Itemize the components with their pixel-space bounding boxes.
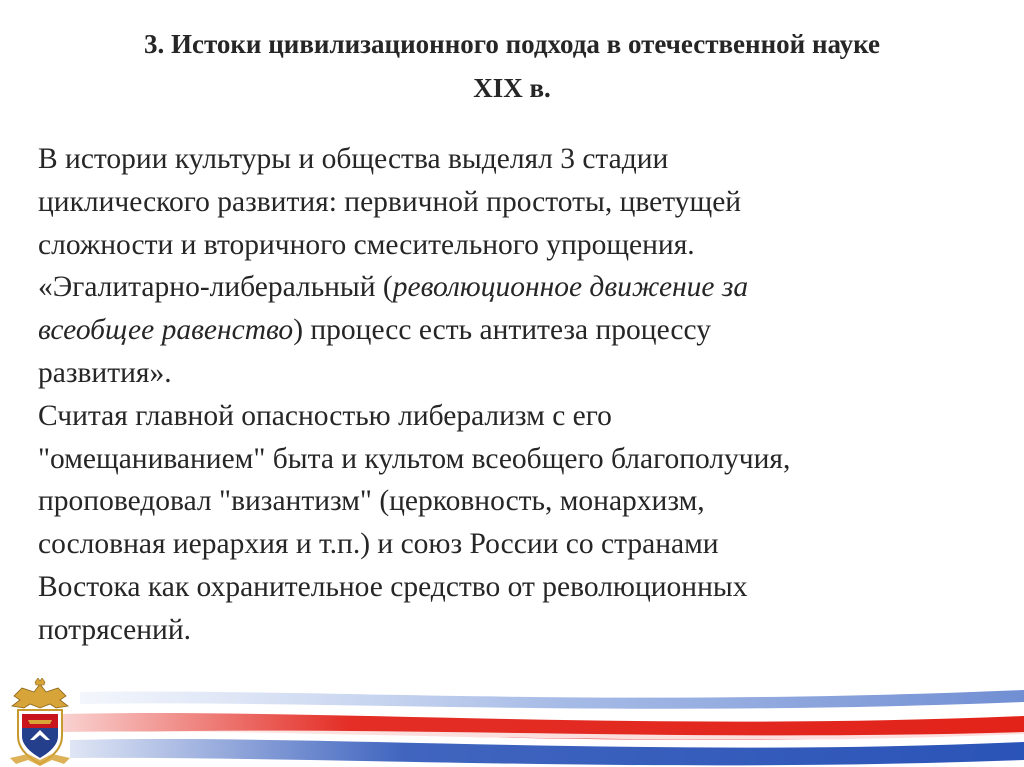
quote-line: развития».: [38, 356, 172, 389]
body-line: сложности и вторичного смесительного упрощения.: [38, 228, 695, 261]
tricolor-stripes-decoration: [0, 670, 1024, 767]
slide-title: [20, 22, 1004, 110]
quote-end: ) процесс есть антитеза процессу: [293, 314, 711, 347]
body-line: проповедовал "византизм" (церковность, монархизм,: [38, 485, 705, 518]
body-line: Считая главной опасностью либерализм с его: [38, 399, 612, 432]
quote-line: [38, 309, 998, 352]
body-line: потрясений.: [38, 613, 192, 646]
body-line: В истории культуры и общества выделял 3 стадии: [38, 143, 669, 175]
quote-start: «Эгалитарно-либеральный (: [38, 271, 393, 304]
quote-italic-phrase: всеобщее равенство: [38, 314, 294, 347]
title-line-1: 3. Истоки цивилизационного подхода в отечественной науке: [143, 29, 881, 59]
title-line-2: XIX в.: [473, 73, 551, 103]
stripe-blue: [70, 739, 1024, 765]
quote-line: [38, 266, 998, 309]
double-headed-eagle-shield-emblem-icon: [4, 678, 76, 766]
slide-body-text: [38, 138, 998, 652]
body-line: "омещаниванием" быта и культом всеобщего благополучия,: [38, 442, 791, 475]
body-line: Востока как охранительное средство от революционных: [38, 570, 748, 603]
stripe-light-blue: [80, 690, 1024, 709]
quote-italic-phrase: революционное движение за: [392, 271, 749, 304]
body-line: циклического развития: первичной простоты, цветущей: [38, 185, 742, 218]
body-line: сословная иерархия и т.п.) и союз России со странами: [38, 528, 719, 561]
